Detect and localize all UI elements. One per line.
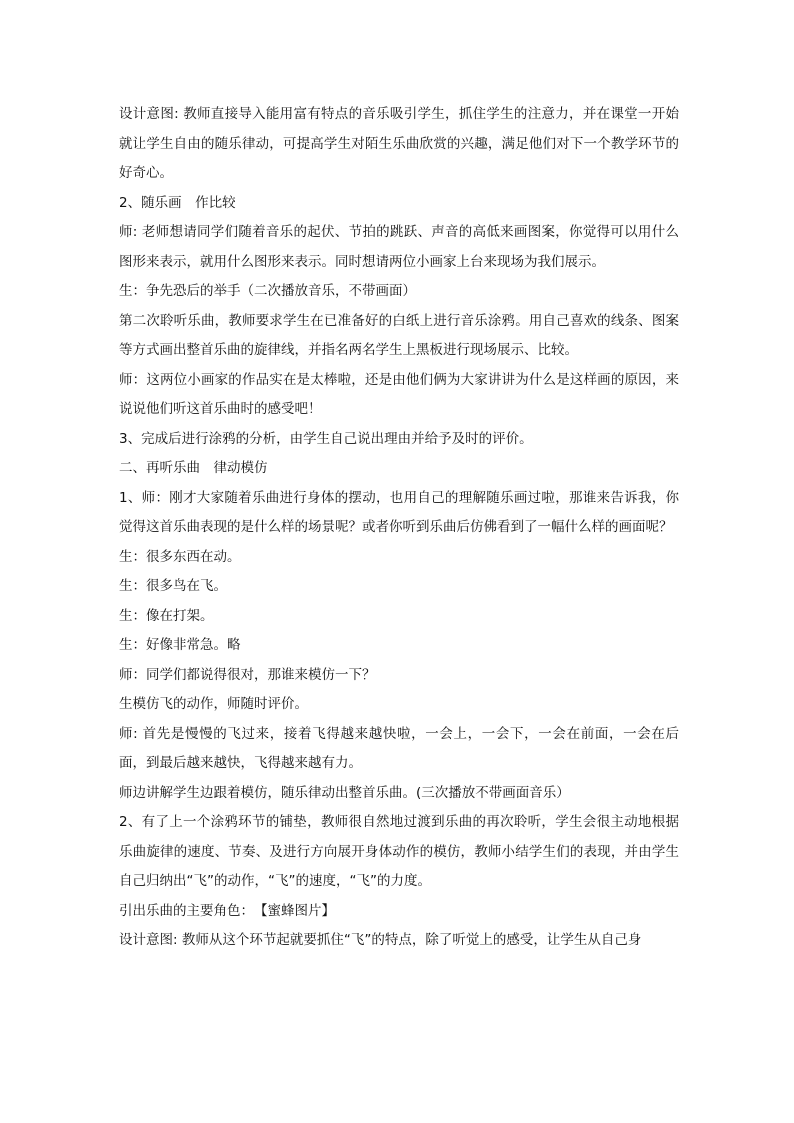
section-heading-draw-compare: 2、随乐画 作比较: [119, 194, 236, 211]
design-intent-paragraph-2: 设计意图: 教师从这个环节起就要抓住“飞”的特点，除了听觉上的感受，让学生从自己身: [119, 932, 642, 948]
student-answer-3: 生：像在打架。: [119, 607, 214, 624]
design-intent-paragraph-1: 设计意图: 教师直接导入能用富有特点的音乐吸引学生，抓住学生的注意力，并在课堂一开始就让学生自由的随乐律动，可提高学生对陌生乐曲欣赏的兴趣，满足他们对下一个教学环节的好奇心。: [119, 106, 679, 181]
student-answer-1: 生：很多东西在动。: [119, 548, 241, 565]
document-body: [119, 100, 679, 956]
second-listening-paragraph: 第二次聆听乐曲，教师要求学生在已准备好的白纸上进行音乐涂鸦。用自己喜欢的线条、图案等方式画出整首乐曲的旋律线，并指名两名学生上黑板进行现场展示、比较。: [119, 312, 679, 358]
teacher-explains-students-follow: 师边讲解学生边跟着模仿，随乐律动出整首乐曲。(三次播放不带画面音乐）: [119, 784, 570, 801]
teacher-flying-description: 师: 首先是慢慢的飞过来，接着飞得越来越快啦，一会上，一会下，一会在前面，一会在后面，到最后越来越快，飞得越来越有力。: [119, 725, 679, 771]
step-2-summary-paragraph: 2、有了上一个涂鸦环节的铺垫，教师很自然地过渡到乐曲的再次聆听，学生会很主动地根据乐曲旋律的速度、节奏、及进行方向展开身体动作的模仿，教师小结学生们的表现，并由学生自己归纳出“飞”的动作，“飞”的速度，“飞”的力度。: [119, 814, 679, 889]
step-3-analysis: 3、完成后进行涂鸦的分析，由学生自己说出理由并给予及时的评价。: [119, 430, 533, 447]
teacher-question-scene: 1、师：刚才大家随着乐曲进行身体的摆动，也用自己的理解随乐画过啦，那谁来告诉我，你觉得这首乐曲表现的是什么样的场景呢？或者你听到乐曲后仿佛看到了一幅什么样的画面呢？: [119, 489, 679, 535]
student-answer-2: 生：很多鸟在飞。: [119, 578, 227, 594]
student-response-raise-hands: 生：争先恐后的举手（二次播放音乐，不带画面）: [119, 283, 416, 299]
student-answer-4: 生：好像非常急。略: [119, 637, 241, 653]
main-character-intro: 引出乐曲的主要角色： 【蜜蜂图片】: [119, 902, 335, 919]
teacher-instruction-draw: 师: 老师想请同学们随着音乐的起伏、节拍的跳跃、声音的高低来画图案，你觉得可以用什么图形来表示，就用什么图形来表示。同时想请两位小画家上台来现场为我们展示。: [119, 224, 679, 270]
teacher-praise-paragraph: 师：这两位小画家的作品实在是太棒啦，还是由他们俩为大家讲讲为什么是这样画的原因，来说说他们听这首乐曲时的感受吧！: [119, 371, 679, 417]
student-imitates-flying: 生模仿飞的动作，师随时评价。: [119, 696, 308, 712]
teacher-imitate-prompt: 师：同学们都说得很对，那谁来模仿一下？: [119, 666, 376, 683]
section-heading-rhythm-imitation: 二、再听乐曲 律动模仿: [119, 460, 268, 476]
